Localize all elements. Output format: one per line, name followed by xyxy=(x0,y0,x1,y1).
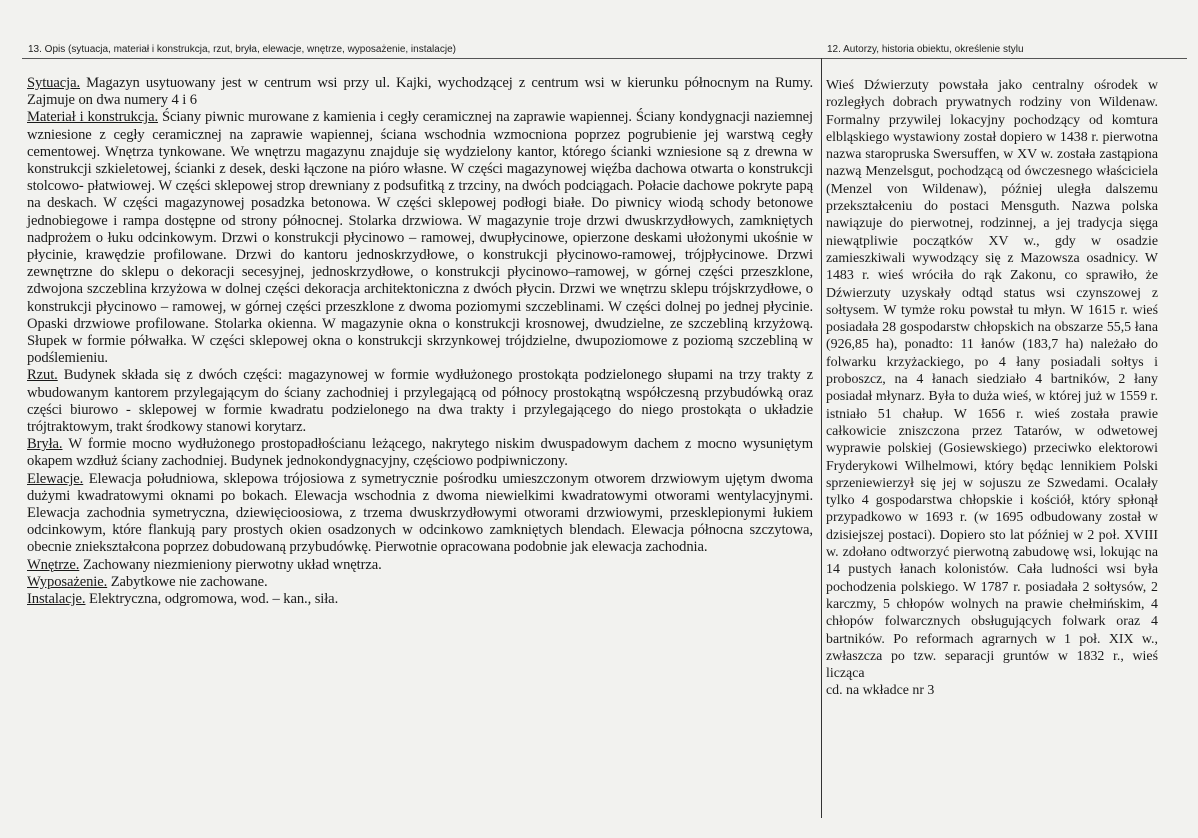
section-plan xyxy=(27,367,813,436)
section-massing xyxy=(27,436,813,470)
history-column xyxy=(826,77,1158,700)
section-label: Wyposażenie. xyxy=(27,573,108,590)
section-label: Sytuacja. xyxy=(27,75,81,91)
history-text: Wieś Dźwierzuty powstała jako centralny ośrodek w rozległych dobrach prywatnych rodziny von Wildenaw. Formalny przywilej lokacyjny pochodzący od komtura elbląskiego wystawiony został dopiero w 1438 r. pierwotna nazwa staropruska Swersuffen, w XV w. została zastąpiona nazwą Menzelsgut, pochodzącą od ówczesnego właściciela (Menzel von Wildenaw), później uległa dalszemu przekształceniu do postaci Mensguth. Nazwa polska nawiązuje do pierwotnej, rodzinnej, a jej tradycja sięga niewątpliwie początków XV w., gdy w osadzie zamieszkiwali wywodzący się z Mazowsza osadnicy. W 1483 r. wieś wróciła do rąk Zakonu, co sprawiło, że Dźwierzuty uzyskały odtąd status wsi czynszowej z sołtysem. W tymże roku powstał tu młyn. W 1615 r. wieś posiadała 28 gospodarstw chłopskich na obszarze 55,5 łana (926,85 ha), ponadto: 11 łanów (183,7 ha) należało do folwarku krzyżackiego, po 4 łany posiadali sołtys i proboszcz, na 4 łanach siedziało 4 bartników, 2 łany posiadał młynarz. Była to duża wieś, w której już w 1559 r. istniało 51 chałup. W 1656 r. wieś została prawie całkowicie zniszczona przez Tatarów, w odwetowej wyprawie polskiej (Gosiewskiego) przeciwko elektorowi Fryderykowi Wilhelmowi, który będąc lennikiem Polski sprzeniewierzył się jej w sojuszu ze Szwedami. Ocalały tylko 4 gospodarstwa chłopskie i kościół, który spłonął przypadkowo w 1693 r. (w 1695 odbudowany został w dzisiejszej postaci). Dopiero sto lat później w 2 poł. XVIII w. zdołano odtworzyć pierwotną zabudowę wsi, lokując na 14 pustych łanach kolonistów. Cała ludności wsi była pochodzenia polskiego. W 1787 r. posiadała 2 sołtysów, 2 karczmy, 5 chłopów wolnych na prawie chełmińskim, 4 chłopów folwarcznych obsługujących folwark oraz 4 bartników. Po reformach agrarnych w 1 poł. XIX w., zwłaszcza po tzw. separacji gruntów w 1832 r., wieś licząca xyxy=(826,78,1158,682)
section-interior xyxy=(27,557,813,574)
section-text: W formie mocno wydłużonego prostopadłościanu leżącego, nakrytego niskim dwuspadowym dachem z mocno wysuniętym okapem wzdłuż ściany zachodniej. Budynek jednokondygnacyjny, częściowo podpiwniczony. xyxy=(27,436,813,470)
section-label: Rzut. xyxy=(27,367,58,384)
section-installations xyxy=(27,591,813,608)
continued-note: cd. na wkładce nr 3 xyxy=(826,683,935,699)
section-label: Bryła. xyxy=(27,436,63,453)
section-situation xyxy=(27,75,813,109)
section-text: Elektryczna, odgromowa, wod. – kan., siła. xyxy=(85,591,339,608)
section-elevations xyxy=(27,471,813,557)
section-text: Zachowany niezmieniony pierwotny układ wnętrza. xyxy=(79,556,382,573)
section-label: Elewacje. xyxy=(27,470,84,487)
history-header: 12. Autorzy, historia obiektu, określenie stylu xyxy=(827,44,1024,55)
section-label: Materiał i konstrukcja. xyxy=(27,109,159,126)
section-text: Zabytkowe nie zachowane. xyxy=(107,573,268,590)
description-column xyxy=(27,75,813,608)
section-text: Magazyn usytuowany jest w centrum wsi przy ul. Kajki, wychodzącej z centrum wsi w kierunku północnym na Rumy. Zajmuje on dwa numery 4 i 6 xyxy=(27,75,813,109)
description-header: 13. Opis (sytuacja, materiał i konstrukcja, rzut, bryła, elewacje, wnętrze, wyposażenie, instalacje) xyxy=(28,44,456,55)
header-divider xyxy=(22,58,1187,59)
section-furnishing xyxy=(27,574,813,591)
section-text: Ściany piwnic murowane z kamienia i cegły ceramicznej na zaprawie wapiennej. Ściany kondygnacji naziemnej wzniesione z cegły ceramicznej na zaprawie wapiennej, ściana wschodnia wzmocniona poprzez pogrubienie jej warstwą cegły cementowej. Wnętrza tynkowane. We wnętrzu magazynu znajduje się wydzielony kantor, którego ścianki wzniesione są z drewna w konstrukcji szkieletowej, ścianki z desek, deski łączone na pióro własne. W części magazynowej więźba dachowa otwarta o konstrukcji stolcowo- płatwiowej. W części sklepowej strop drewniany z podsufitką z trzciny, na dwóch podciągach. Połacie dachowe pokryte papą na deskach. W części magazynowej posadzka betonowa. W części sklepowej podłogi białe. Do piwnicy wiodą schody betonowe jednobiegowe i rampa dostępne od strony północnej. Stolarka drzwiowa. W magazynie troje drzwi dwuskrzydłowych, zamkniętych nadprożem o łuku odcinkowym. Drzwi o konstrukcji płycinowo – ramowej, dwupłycinowe, opierzone deskami ułożonymi ukośnie w płycinie, krawędzie profilowane. Drzwi do kantoru jednoskrzydłowe, o konstrukcji płycinowo-ramowej, trójpłycinowe. Drzwi zewnętrzne do sklepu o dekoracji secesyjnej, jednoskrzydłowe, o konstrukcji płycinowo–ramowej, w górnej części przeszklone, zdwojona szczeblina krzyżowa w dolnej części dekoracja architektoniczna z dwóch płycin. Drzwi we wnętrzu sklepu trójskrzydłowe, o konstrukcji płycinowo – ramowej, w górnej części przeszklone z dwoma poziomymi szczeblinami. W części dolnej po jednej płycinie. Opaski drzwiowe profilowane. Stolarka okienna. W magazynie okna o konstrukcji krosnowej, dwudzielne, ze szczebliną krzyżową. Słupek w formie półwałka. W części sklepowej okna o konstrukcji skrzynkowej trójdzielne, dwupoziomowe z poziomą szczebliną w podślemieniu. xyxy=(27,109,813,367)
section-label: Instalacje. xyxy=(27,591,86,608)
section-label: Wnętrze. xyxy=(27,556,80,573)
section-text: Budynek składa się z dwóch części: magazynowej w formie wydłużonego prostokąta podzielonego słupami na trzy trakty z wbudowanym kantorem przylegającym do ściany zachodniej i przylegającą od północy prostokątną współczesną przybudówką oraz części biurowo - sklepowej w formie kwadratu podzielonego na dwa trakty i przylegającego do niego prostokąta o układzie trójtraktowym, trakt środkowy stanowi korytarz. xyxy=(27,367,813,436)
section-text: Elewacja południowa, sklepowa trójosiowa z symetrycznie pośrodku umieszczonym otworem drzwiowym ujętym dwoma dużymi kwadratowymi oknami po bokach. Elewacja wschodnia z dwoma niewielkimi kwadratowymi otworami wentylacyjnymi. Elewacja zachodnia symetryczna, dziewięcioosiowa, z trzema dwuskrzydłowymi otworami drzwiowymi, przesklepionymi łukiem odcinkowym, które flankują pary prostych okien osadzonych w odcinkowo zamkniętych blendach. Elewacja północna szczytowa, obecnie zniekształcona poprzez dobudowaną przybudówkę. Pierwotnie opracowana podobnie jak elewacja zachodnia. xyxy=(27,470,813,556)
section-material xyxy=(27,109,813,367)
column-divider xyxy=(821,58,822,818)
